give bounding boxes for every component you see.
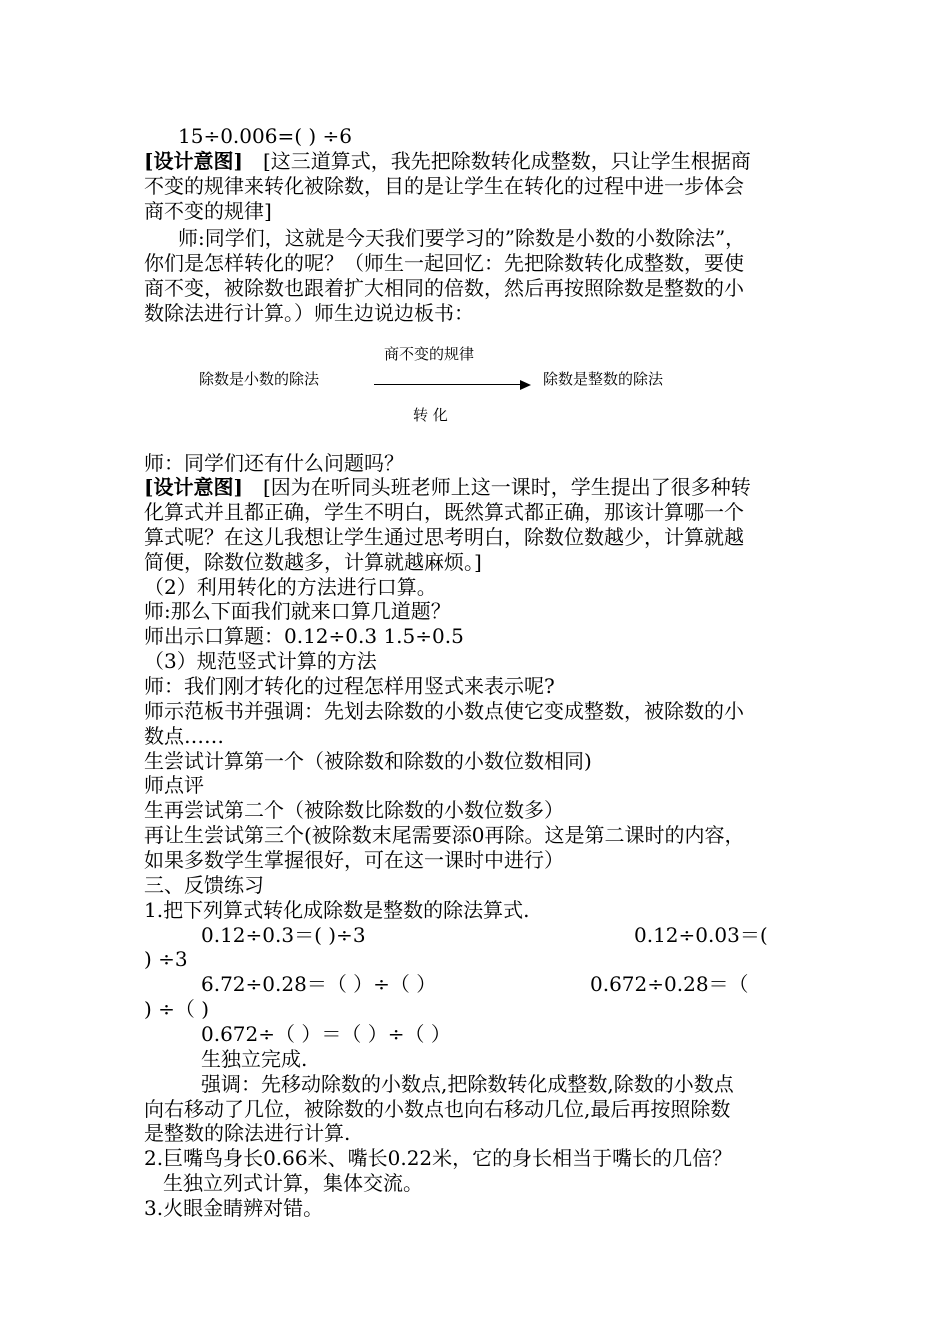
text-line: 再让生尝试第三个(被除数末尾需要添0再除。这是第二课时的内容， [144, 823, 745, 847]
text-line: 师示范板书并强调：先划去除数的小数点使它变成整数，被除数的小 [144, 699, 744, 723]
text-line: 师：同学们还有什么问题吗？ [144, 451, 404, 475]
exercise-item: 6.72÷0.28＝（ ）÷（ ） [201, 972, 437, 996]
section-heading: （2）利用转化的方法进行口算。 [144, 575, 437, 599]
text-line: 如果多数学生掌握很好，可在这一课时中进行） [144, 848, 564, 872]
text-line: 生再尝试第二个（被除数比除数的小数位数多） [144, 798, 564, 822]
text-line: 商不变，被除数也跟着扩大相同的倍数，然后再按照除数是整数的小 [144, 276, 744, 300]
text-line: 师：我们刚才转化的过程怎样用竖式来表示呢? [144, 674, 555, 698]
design-intent-label: [设计意图] [144, 149, 243, 173]
text-line: 算式呢？在这儿我想让学生通过思考明白，除数位数越少，计算就越 [144, 525, 744, 549]
text-line: 你们是怎样转化的呢？（师生一起回忆：先把除数转化成整数，要使 [144, 251, 744, 275]
text-line: 强调：先移动除数的小数点,把除数转化成整数,除数的小数点 [201, 1072, 734, 1096]
arrow-right-icon [520, 380, 531, 390]
diagram-arrow-shaft [374, 384, 522, 385]
text-line: 商不变的规律] [144, 199, 272, 223]
exercise-heading: 1.把下列算式转化成除数是整数的除法算式. [144, 898, 530, 922]
exercise-item: 0.12÷0.3＝( )÷3 [201, 923, 366, 947]
diagram-left-label: 除数是小数的除法 [199, 370, 320, 388]
text-line: 向右移动了几位，被除数的小数点也向右移动几位,最后再按照除数 [144, 1097, 731, 1121]
text-line: 师:同学们，这就是今天我们要学习的”除数是小数的小数除法”， [178, 226, 746, 250]
text-line: [这三道算式，我先把除数转化成整数，只让学生根据商 [263, 149, 751, 173]
equation-line: 15÷0.006=( ) ÷6 [178, 124, 353, 148]
text-line: 生独立列式计算，集体交流。 [163, 1171, 423, 1195]
exercise-item: 0.672÷（ ）＝（ ）÷（ ） [201, 1022, 451, 1046]
text-line: 生独立完成. [201, 1047, 308, 1071]
exercise-heading: 3.火眼金睛辨对错。 [144, 1196, 324, 1220]
text-line: 不变的规律来转化被除数，目的是让学生在转化的过程中进一步体会 [144, 174, 744, 198]
text-line: 师:那么下面我们就来口算几道题？ [144, 599, 451, 623]
text-line: 数点…… [144, 724, 224, 748]
exercise-item: 0.672÷0.28＝（ [590, 972, 749, 996]
section-heading: （3）规范竖式计算的方法 [144, 649, 377, 673]
text-line: 是整数的除法进行计算. [144, 1121, 351, 1145]
diagram-bottom-label: 转 化 [413, 406, 448, 424]
text-line: 师出示口算题：0.12÷0.3 1.5÷0.5 [144, 624, 464, 648]
text-line: [因为在听同头班老师上这一课时，学生提出了很多种转 [263, 475, 751, 499]
text-line: 生尝试计算第一个（被除数和除数的小数位数相同) [144, 749, 592, 773]
exercise-heading: 2.巨嘴鸟身长0.66米、嘴长0.22米，它的身长相当于嘴长的几倍？ [144, 1146, 733, 1170]
design-intent-label: [设计意图] [144, 475, 243, 499]
section-heading: 三、反馈练习 [144, 873, 264, 897]
text-line: 数除法进行计算。）师生边说边板书： [144, 301, 474, 325]
text-line: 化算式并且都正确，学生不明白，既然算式都正确，那该计算哪一个 [144, 500, 744, 524]
exercise-item-cont: ) ÷3 [144, 947, 188, 971]
exercise-item: 0.12÷0.03＝( [634, 923, 768, 947]
text-line: 简便，除数位数越多，计算就越麻烦。] [144, 550, 482, 574]
exercise-item-cont: ) ÷（ ) [144, 997, 210, 1021]
diagram-top-label: 商不变的规律 [384, 345, 475, 363]
diagram-right-label: 除数是整数的除法 [543, 370, 664, 388]
text-line: 师点评 [144, 773, 204, 797]
